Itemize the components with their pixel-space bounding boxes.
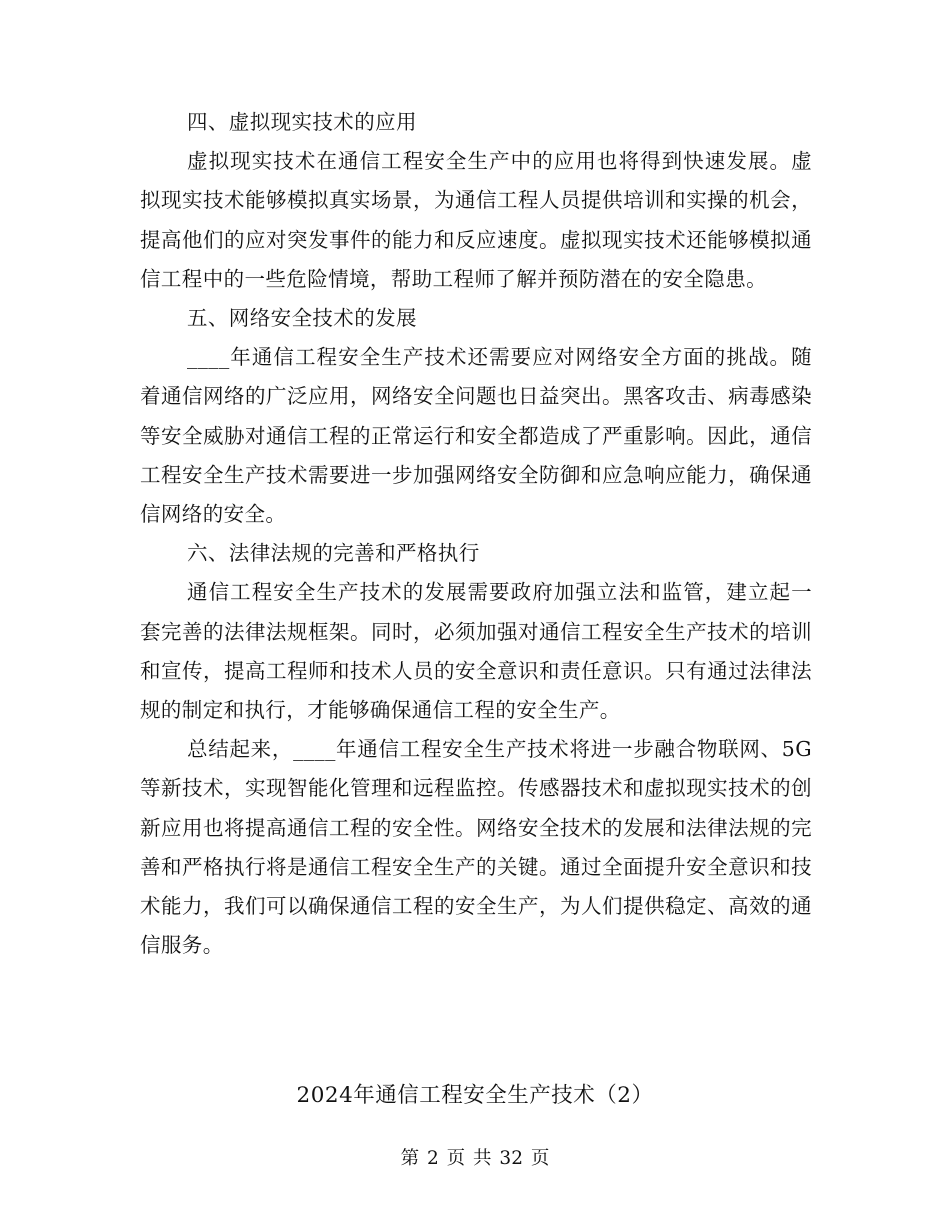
section-heading-network-security: 五、网络安全技术的发展 (187, 306, 417, 331)
paragraph-summary: 总结起来，____年通信工程安全生产技术将进一步融合物联网、5G等新技术，实现智能化管理和远程监控。传感器技术和虚拟现实技术的创新应用也将提高通信工程的安全性。网络安全技术的发展和法律法规的完善和严格执行将是通信工程安全生产的关键。通过全面提升安全意识和技术能力，我们可以确保通信工程的安全生产，为人们提供稳定、高效的通信服务。 (140, 737, 812, 958)
body-text (140, 103, 812, 965)
paragraph-laws: 通信工程安全生产技术的发展需要政府加强立法和监管，建立起一套完善的法律法规框架。同时，必须加强对通信工程安全生产技术的培训和宣传，提高工程师和技术人员的安全意识和责任意识。只有通过法律法规的制定和执行，才能够确保通信工程的安全生产。 (140, 580, 812, 723)
section-title: 2024年通信工程安全生产技术（2） (296, 1083, 654, 1108)
section-heading-laws: 六、法律法规的完善和严格执行 (187, 541, 480, 566)
paragraph-network-security: ____年通信工程安全生产技术还需要应对网络安全方面的挑战。随着通信网络的广泛应用，网络安全问题也日益突出。黑客攻击、病毒感染等安全威胁对通信工程的正常运行和安全都造成了严重影响。因此，通信工程安全生产技术需要进一步加强网络安全防御和应急响应能力，确保通信网络的安全。 (140, 345, 812, 527)
section-heading-vr: 四、虚拟现实技术的应用 (187, 110, 417, 134)
paragraph-vr: 虚拟现实技术在通信工程安全生产中的应用也将得到快速发展。虚拟现实技术能够模拟真实场景，为通信工程人员提供培训和实操的机会，提高他们的应对突发事件的能力和反应速度。虚拟现实技术还能够模拟通信工程中的一些危险情境，帮助工程师了解并预防潜在的安全隐患。 (140, 149, 812, 291)
page-number-footer: 第 2 页 共 32 页 (400, 1148, 550, 1169)
